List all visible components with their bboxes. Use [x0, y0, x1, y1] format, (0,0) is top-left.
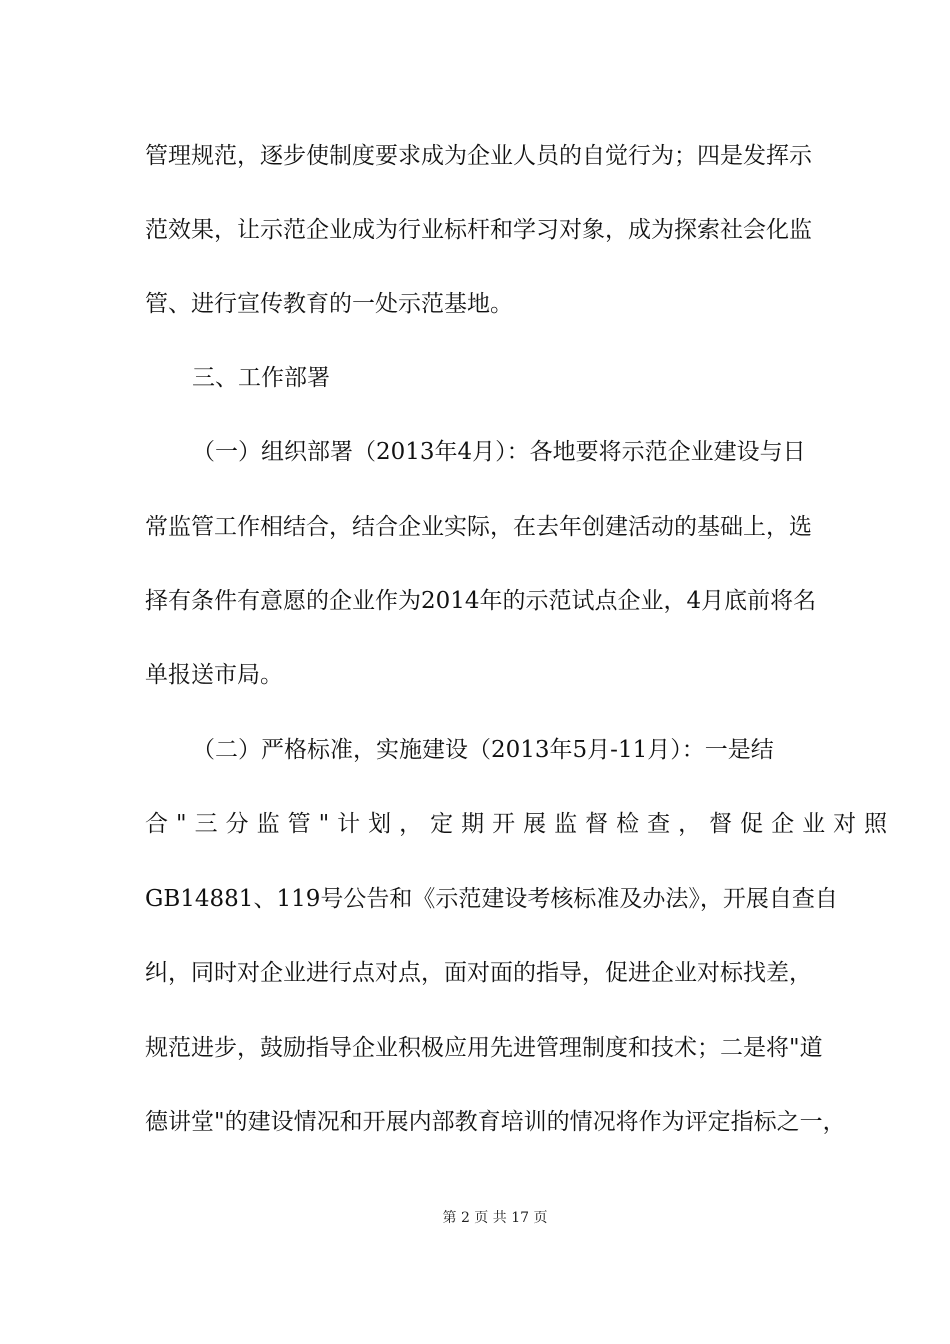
body-line: 管、进行宣传教育的一处示范基地。 — [145, 291, 513, 317]
body-line: 范效果，让示范企业成为行业标杆和学习对象，成为探索社会化监 — [145, 217, 812, 243]
body-line: 择有条件有意愿的企业作为2014年的示范试点企业，4月底前将名 — [145, 588, 817, 614]
body-line: （二）严格标准，实施建设（2013年5月-11月）：一是结 — [192, 737, 774, 763]
body-line: 德讲堂"的建设情况和开展内部教育培训的情况将作为评定指标之一， — [145, 1109, 846, 1135]
body-line: 常监管工作相结合，结合企业实际，在去年创建活动的基础上，选 — [145, 514, 812, 540]
body-line: 单报送市局。 — [145, 662, 283, 688]
section-heading: 三、工作部署 — [192, 365, 330, 391]
body-line: 纠，同时对企业进行点对点，面对面的指导，促进企业对标找差， — [145, 960, 812, 986]
body-line: 管理规范，逐步使制度要求成为企业人员的自觉行为；四是发挥示 — [145, 143, 812, 169]
page-number: 第 2 页 共 17 页 — [442, 1210, 548, 1226]
body-line: GB14881、119号公告和《示范建设考核标准及办法》，开展自查自 — [145, 886, 838, 912]
body-line: （一）组织部署（2013年4月）：各地要将示范企业建设与日 — [192, 439, 806, 465]
body-line: 规范进步，鼓励指导企业积极应用先进管理制度和技术；二是将"道 — [145, 1035, 823, 1061]
body-line: 合"三分监管"计划，定期开展监督检查，督促企业对照 — [145, 811, 896, 837]
